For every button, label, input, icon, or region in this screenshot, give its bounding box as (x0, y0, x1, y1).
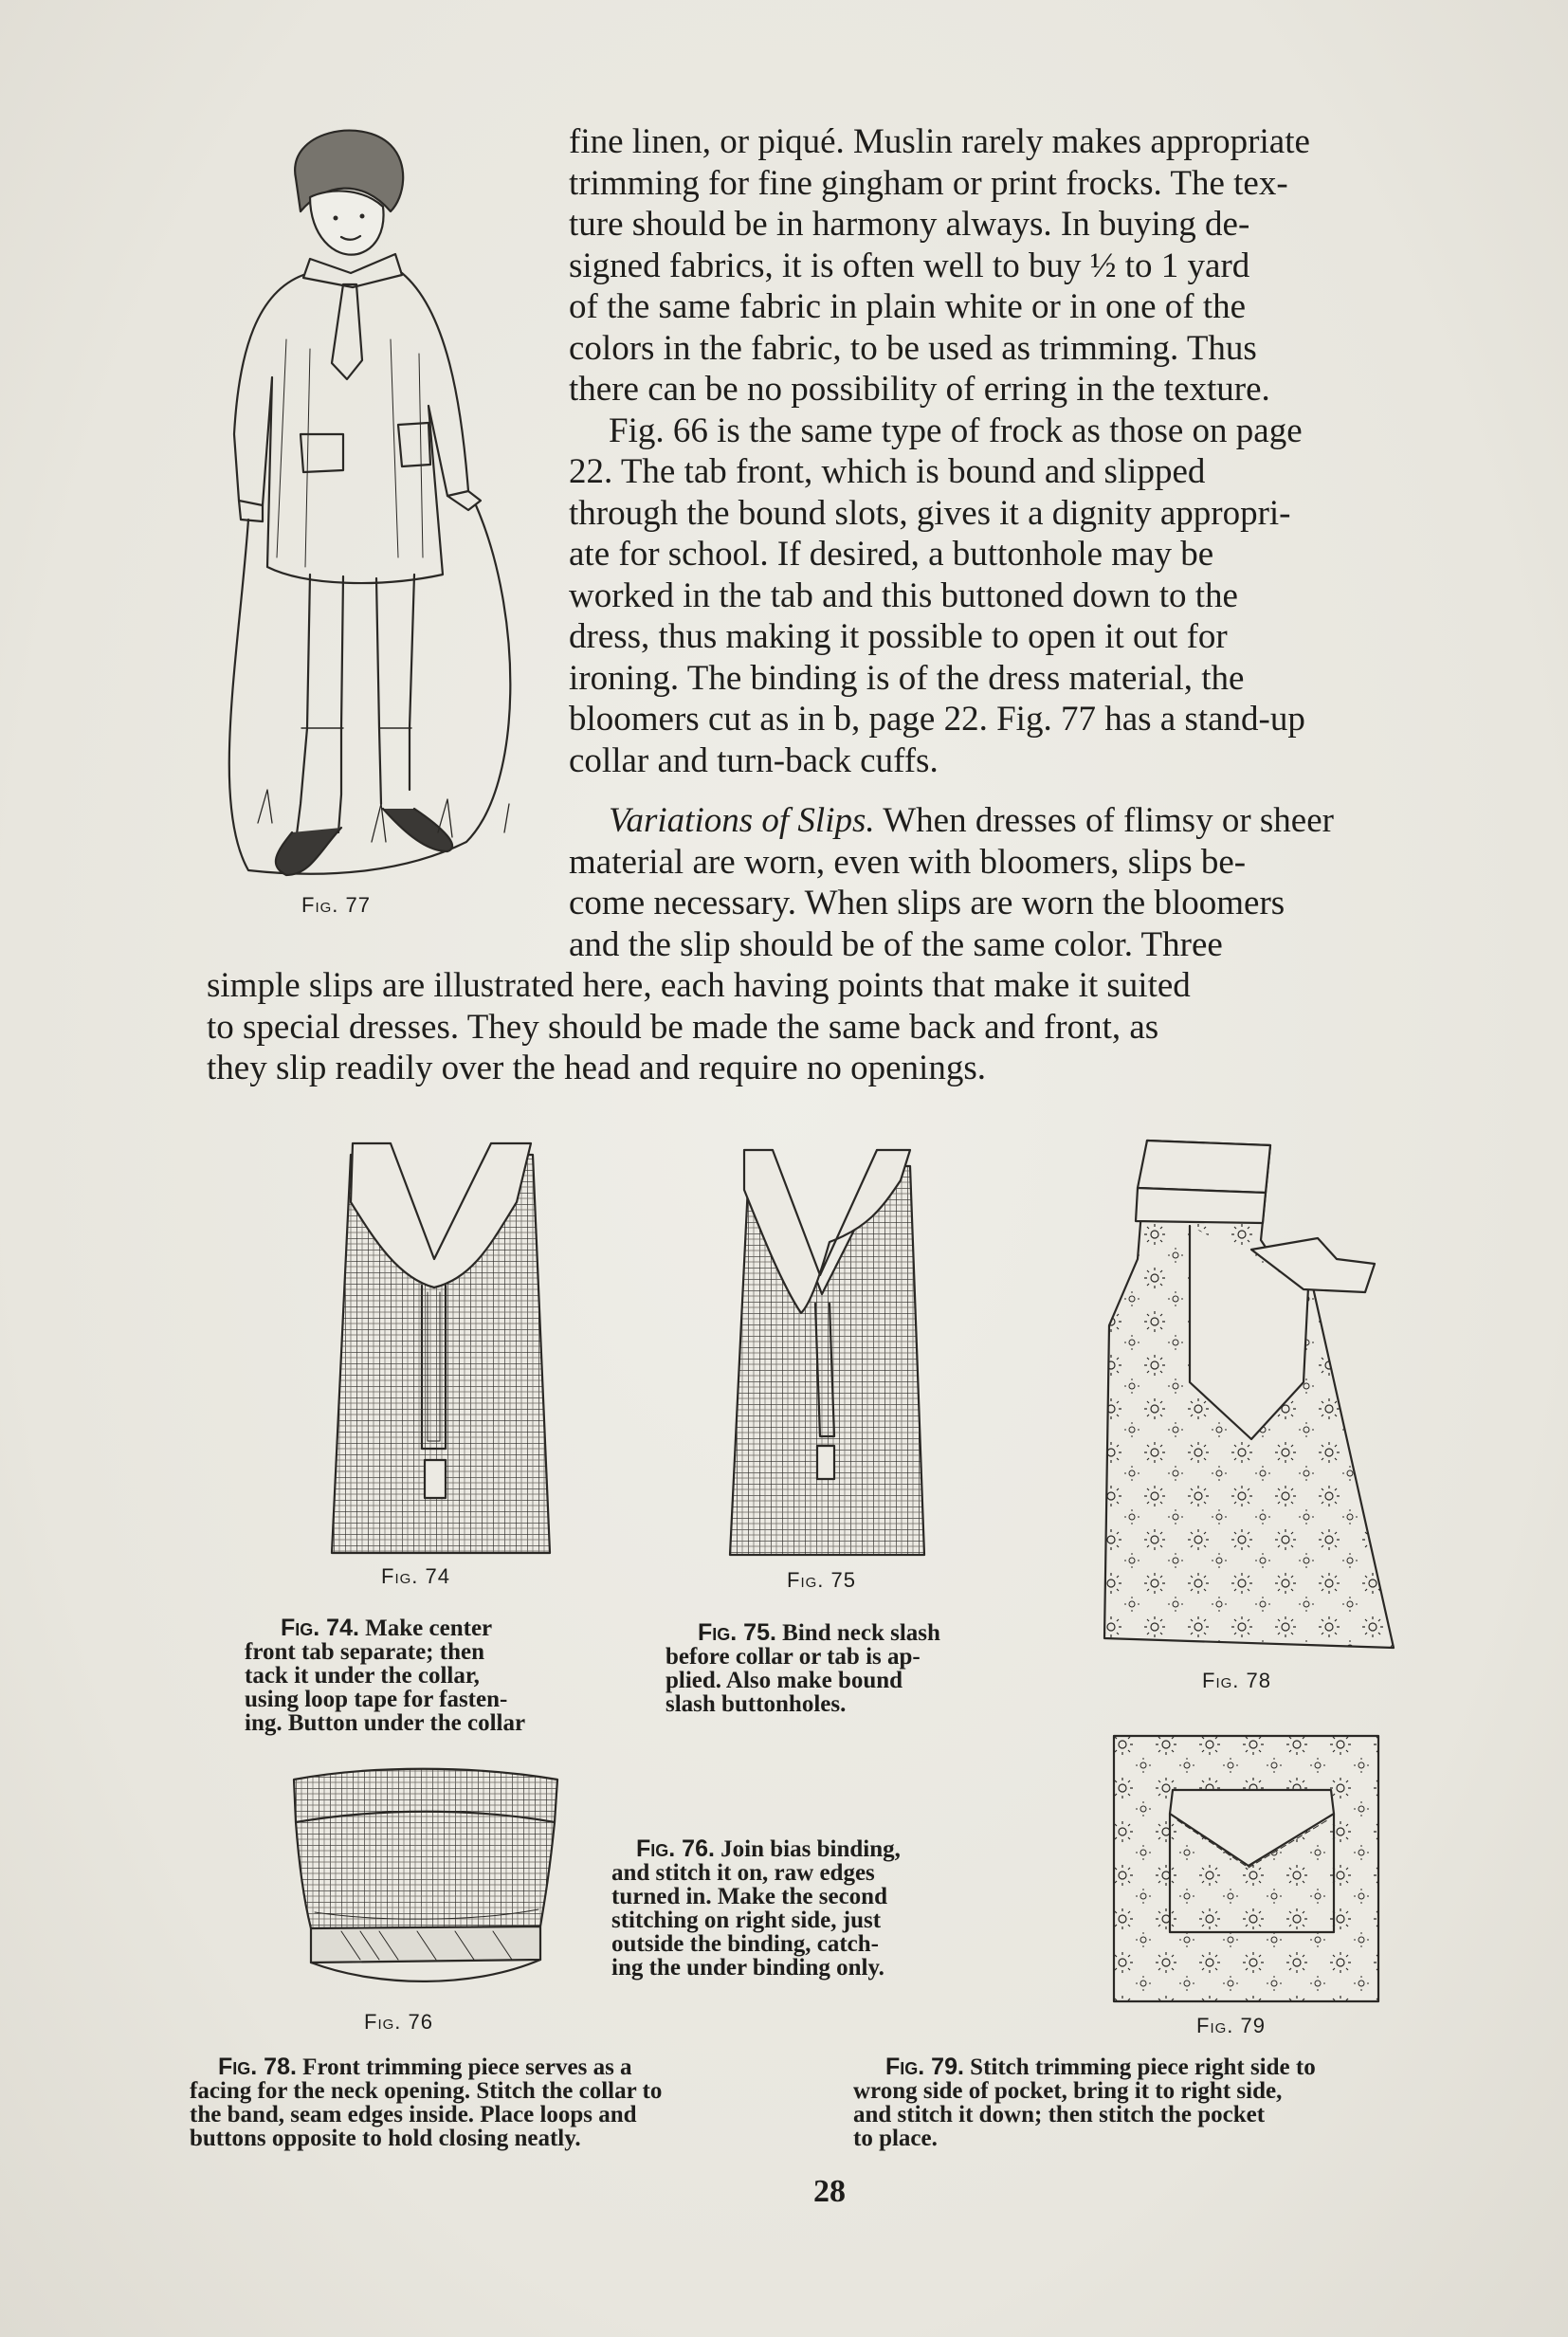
caption-line: ing. Button under the collar (245, 1710, 526, 1736)
caption-line: and stitch it down; then stitch the pocket (853, 2102, 1266, 2127)
text-line: simple slips are illustrated here, each having points that make it suited (207, 966, 1191, 1005)
caption-line (245, 1616, 611, 1640)
floral-pocket-illustration (1111, 1733, 1381, 2004)
fig75-caption (665, 1621, 1026, 1716)
text-line: ture should be in harmony always. In buying de- (569, 205, 1250, 244)
text-line: and the slip should be of the same color. Three (569, 924, 1223, 964)
caption-text: Bind neck slash (782, 1620, 940, 1646)
caption-text: Stitch trimming piece right side to (970, 2054, 1316, 2080)
caption-line: wrong side of pocket, bring it to right side, (853, 2078, 1283, 2104)
fig74-label: Fig. 74 (381, 1564, 450, 1588)
fig78-label: Fig. 78 (1202, 1669, 1271, 1692)
caption-line (611, 1837, 972, 1861)
top-paragraph (569, 121, 1479, 781)
caption-line: slash buttonholes. (665, 1691, 847, 1717)
text-line: through the bound slots, gives it a dignity appropri- (569, 493, 1291, 533)
fig74-caption (245, 1616, 611, 1735)
caption-line: stitching on right side, just (611, 1908, 882, 1933)
caption-line (853, 2055, 1469, 2079)
text-line: material are worn, even with bloomers, slips be- (569, 842, 1247, 882)
girl-with-jump-rope-illustration (220, 121, 542, 889)
caption-line (190, 2055, 804, 2079)
text-line: Fig. 66 is the same type of frock as those on page (609, 411, 1303, 450)
text-line: colors in the fabric, to be used as trimming. Thus (569, 328, 1257, 368)
text-line: to special dresses. They should be made the same back and front, as (207, 1007, 1159, 1047)
text-line (569, 800, 1479, 842)
text-line: trimming for fine gingham or print frocks. The tex- (569, 163, 1288, 203)
fig79-caption (853, 2055, 1469, 2150)
text-line: fine linen, or piqué. Muslin rarely makes appropriate (569, 122, 1310, 161)
caption-line: facing for the neck opening. Stitch the collar to (190, 2078, 663, 2104)
slips-paragraph-right (569, 800, 1479, 965)
fig75-label: Fig. 75 (787, 1568, 856, 1592)
caption-line: buttons opposite to hold closing neatly. (190, 2126, 581, 2151)
text-line: there can be no possibility of erring in the texture. (569, 370, 1270, 409)
caption-fig-label: Fig. 74. (281, 1615, 359, 1641)
caption-line: before collar or tab is ap- (665, 1644, 921, 1670)
caption-line: ing the under binding only. (611, 1955, 884, 1981)
caption-line (665, 1621, 1026, 1645)
text-line: ate for school. If desired, a buttonhole may be (569, 535, 1214, 574)
fig76-caption (611, 1837, 972, 1980)
checked-slip-slash-illustration (725, 1142, 929, 1560)
caption-text: Make center (365, 1616, 493, 1641)
caption-fig-label: Fig. 76. (636, 1835, 715, 1862)
caption-line: and stitch it on, raw edges (611, 1860, 875, 1886)
caption-fig-label: Fig. 79. (885, 2054, 964, 2080)
text-line-rest: When dresses of flimsy or sheer (883, 801, 1334, 840)
text-line: dress, thus making it possible to open it out for (569, 617, 1228, 656)
text-line: of the same fabric in plain white or in one of the (569, 287, 1247, 326)
caption-line: plied. Also make bound (665, 1668, 903, 1693)
text-line: come necessary. When slips are worn the bloomers (569, 884, 1285, 922)
bloomer-binding-illustration (284, 1765, 564, 1993)
fig77-label: Fig. 77 (301, 893, 371, 917)
caption-fig-label: Fig. 75. (698, 1619, 776, 1646)
fig76-label: Fig. 76 (364, 2010, 433, 2034)
caption-line: outside the binding, catch- (611, 1931, 879, 1957)
text-line: bloomers cut as in b, page 22. Fig. 77 has a stand-up (569, 700, 1305, 739)
text-line: signed fabrics, it is often well to buy ½ to 1 yard (569, 246, 1250, 285)
checked-slip-illustration (322, 1136, 555, 1558)
page-number: 28 (813, 2174, 846, 2209)
text-line: worked in the tab and this buttoned down to the (569, 575, 1238, 615)
text-line: they slip readily over the head and require no openings. (207, 1049, 986, 1087)
caption-text: Join bias binding, (720, 1836, 901, 1862)
slips-paragraph-full (207, 965, 1479, 1089)
caption-line: tack it under the collar, (245, 1663, 480, 1689)
caption-line: front tab separate; then (245, 1639, 484, 1665)
floral-slip-illustration (1100, 1136, 1403, 1652)
caption-text: Front trimming piece serves as a (302, 2054, 632, 2080)
text-line: collar and turn-back cuffs. (569, 740, 939, 780)
text-line: ironing. The binding is of the dress material, the (569, 658, 1245, 698)
slips-heading: Variations of Slips. (609, 801, 875, 840)
caption-line: turned in. Make the second (611, 1884, 887, 1909)
fig79-label: Fig. 79 (1196, 2014, 1266, 2037)
caption-line: using loop tape for fasten- (245, 1687, 508, 1712)
caption-fig-label: Fig. 78. (218, 2054, 297, 2080)
fig78-caption (190, 2055, 804, 2150)
caption-line: the band, seam edges inside. Place loops and (190, 2102, 637, 2127)
caption-line: to place. (853, 2126, 938, 2151)
text-line: 22. The tab front, which is bound and slipped (569, 452, 1206, 491)
